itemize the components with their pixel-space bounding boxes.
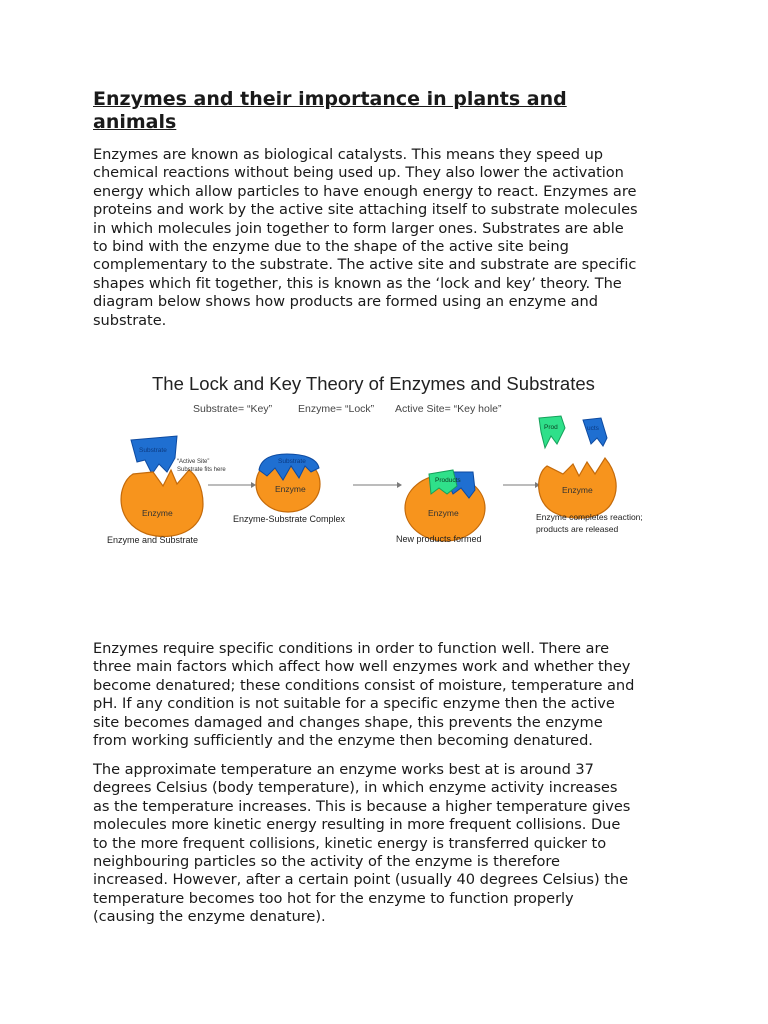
stage-new-products-formed bbox=[396, 470, 485, 544]
arrow-head-icon bbox=[397, 482, 402, 488]
text-line: in which molecules join together to form larger ones. Substrates are able bbox=[93, 219, 624, 237]
product-shape bbox=[583, 418, 607, 446]
paragraph-conditions bbox=[93, 640, 693, 750]
text-line: energy which allow particles to have enough energy to react. Enzymes are bbox=[93, 182, 637, 200]
legend-substrate: Substrate= “Key” bbox=[193, 403, 273, 415]
text-line: pH. If any condition is not suitable for a specific enzyme then the active bbox=[93, 695, 615, 713]
lock-and-key-diagram bbox=[95, 362, 685, 552]
text-line: to the more frequent collisions, kinetic energy is transferred quicker to bbox=[93, 834, 607, 852]
text-line: The approximate temperature an enzyme works best at is around 37 bbox=[93, 761, 594, 778]
page-title: Enzymes and their importance in plants and animals bbox=[93, 88, 567, 133]
text-line: increased. However, after a certain point (usually 40 degrees Celsius) the bbox=[93, 871, 629, 889]
text-line: degrees Celsius (body temperature), in which enzyme activity increases bbox=[93, 779, 618, 797]
text-line: site becomes damaged and changes shape, this prevents the enzyme bbox=[93, 713, 603, 731]
text-line: as the temperature increases. This is because a higher temperature gives bbox=[93, 797, 631, 815]
text-line: substrate. bbox=[93, 311, 167, 329]
active-site-note: “Active Site” bbox=[177, 459, 210, 465]
paragraph-intro bbox=[93, 146, 693, 330]
enzyme-label: Enzyme bbox=[562, 485, 593, 495]
text-line: Enzymes are known as biological catalysts. This means they speed up bbox=[93, 146, 604, 163]
text-line: neighbouring particles so the activity of the enzyme is therefore bbox=[93, 853, 560, 871]
product-label: ucts bbox=[587, 425, 599, 432]
text-line: Enzymes require specific conditions in order to function well. There are bbox=[93, 640, 610, 657]
stage-products-released bbox=[536, 416, 643, 534]
stage-caption: Enzyme completes reaction; bbox=[536, 512, 643, 522]
enzyme-label: Enzyme bbox=[142, 508, 173, 518]
text-line: diagram below shows how products are formed using an enzyme and bbox=[93, 293, 598, 311]
text-line: chemical reactions without being used up. They also lower the activation bbox=[93, 164, 624, 182]
text-line: from working sufficiently and the enzyme then becoming denatured. bbox=[93, 732, 593, 750]
arrow-head-icon bbox=[251, 482, 256, 488]
substrate-label: Substrate bbox=[139, 447, 167, 454]
active-site-note: Substrate fits here bbox=[177, 467, 226, 473]
text-line: proteins and work by the active site attaching itself to substrate molecules bbox=[93, 201, 638, 219]
enzyme-label: Enzyme bbox=[275, 484, 306, 494]
enzyme-shape bbox=[121, 470, 203, 536]
stage-caption: Enzyme-Substrate Complex bbox=[233, 514, 346, 524]
legend-active-site: Active Site= “Key hole” bbox=[395, 403, 502, 415]
text-line: shapes which fit together, this is known as the ‘lock and key’ theory. The bbox=[93, 274, 622, 292]
diagram-title: The Lock and Key Theory of Enzymes and Substrates bbox=[152, 373, 595, 394]
text-line: become denatured; these conditions consist of moisture, temperature and bbox=[93, 676, 635, 694]
product-label: Prod bbox=[544, 424, 558, 431]
text-line: three main factors which affect how well enzymes work and whether they bbox=[93, 658, 631, 676]
product-shape bbox=[539, 416, 565, 448]
text-line: molecules more kinetic energy resulting in more frequent collisions. Due bbox=[93, 816, 621, 834]
text-line: temperature becomes too hot for the enzyme to function properly bbox=[93, 889, 574, 907]
text-line: complementary to the substrate. The active site and substrate are specific bbox=[93, 256, 637, 274]
products-label: Products bbox=[435, 477, 461, 484]
substrate-shape bbox=[131, 436, 177, 474]
legend-enzyme: Enzyme= “Lock” bbox=[298, 403, 375, 415]
paragraph-temperature bbox=[93, 761, 693, 927]
stage-enzyme-and-substrate bbox=[107, 436, 226, 545]
enzyme-label: Enzyme bbox=[428, 508, 459, 518]
substrate-label: Substrate bbox=[278, 458, 306, 465]
stage-caption: New products formed bbox=[396, 534, 482, 544]
text-line: (causing the enzyme denature). bbox=[93, 908, 326, 926]
text-line: to bind with the enzyme due to the shape of the active site being bbox=[93, 238, 569, 256]
stage-caption: Enzyme and Substrate bbox=[107, 535, 199, 545]
stage-caption: products are released bbox=[536, 524, 619, 534]
stage-enzyme-substrate-complex bbox=[233, 454, 346, 524]
